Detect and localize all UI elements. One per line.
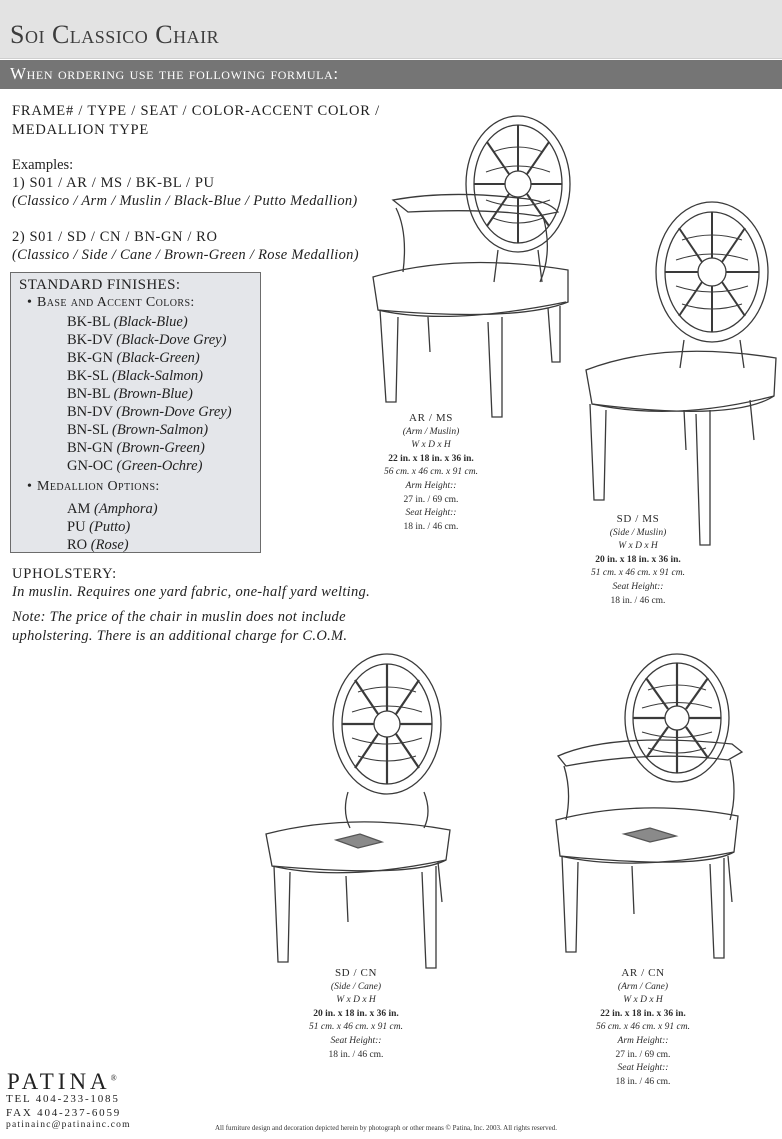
medallion-code: PU <box>67 519 86 535</box>
finishes-title: STANDARD FINISHES: <box>19 277 181 293</box>
upholstery-text: In muslin. Requires one yard fabric, one-half yard welting. <box>12 584 370 600</box>
color-name: (Black-Salmon) <box>111 368 203 384</box>
color-item <box>67 403 232 421</box>
spec-sd-cn <box>276 967 436 1062</box>
color-item <box>67 385 232 403</box>
medallion-item <box>67 500 158 518</box>
color-item <box>67 349 232 367</box>
medallion-item <box>67 536 158 554</box>
color-name: (Brown-Dove Grey) <box>116 404 232 420</box>
color-item <box>67 439 232 457</box>
spec-dims-label: W x D x H <box>336 995 376 1006</box>
order-banner <box>0 60 782 89</box>
spec-inches: 22 in. x 18 in. x 36 in. <box>600 1008 686 1019</box>
color-code: BN-SL <box>67 422 109 438</box>
medallion-name: (Putto) <box>89 519 131 535</box>
contact-email[interactable]: patinainc@patinainc.com <box>6 1120 131 1130</box>
chair-side-cane-illustration <box>262 652 462 972</box>
example-2-block <box>12 228 392 264</box>
spec-desc: (Arm / Muslin) <box>402 426 460 437</box>
color-name: (Brown-Salmon) <box>111 422 209 438</box>
spec-cm: 56 cm. x 46 cm. x 91 cm. <box>384 467 478 478</box>
color-item <box>67 313 232 331</box>
color-code: BK-SL <box>67 368 109 384</box>
color-code: BK-DV <box>67 332 113 348</box>
spec-seat-label: Seat Height:: <box>617 1063 669 1074</box>
color-name: (Black-Blue) <box>113 314 188 330</box>
contact-tel: TEL 404-233-1085 <box>6 1093 120 1105</box>
spec-seat-value: 18 in. / 46 cm. <box>328 1049 384 1060</box>
medallion-list <box>67 500 158 554</box>
spec-cm: 56 cm. x 46 cm. x 91 cm. <box>596 1022 690 1033</box>
example-2-desc: (Classico / Side / Cane / Brown-Green / Rose Medallion) <box>12 247 359 263</box>
examples-label: Examples: <box>12 157 74 173</box>
color-item <box>67 367 232 385</box>
spec-desc: (Side / Muslin) <box>609 527 667 538</box>
color-item <box>67 421 232 439</box>
color-name: (Brown-Blue) <box>113 386 193 402</box>
bullet-icon: • <box>27 479 33 494</box>
spec-code: SD / MS <box>616 513 660 525</box>
medallion-heading <box>27 479 160 495</box>
spec-seat-value: 18 in. / 46 cm. <box>615 1076 671 1087</box>
page-title: Soi Classico Chair <box>10 20 220 49</box>
standard-finishes-box <box>10 272 261 553</box>
spec-ar-cn <box>563 967 723 1089</box>
copyright-footer: All furniture design and decoration depicted herein by photograph or other means © Patina, Inc. 2003. All rights reserved. <box>215 1124 558 1132</box>
example-2-code: 2) S01 / SD / CN / BN-GN / RO <box>12 229 218 245</box>
spec-seat-label: Seat Height:: <box>330 1035 382 1046</box>
spec-desc: (Arm / Cane) <box>617 981 669 992</box>
color-name: (Brown-Green) <box>116 440 205 456</box>
spec-arm-label: Arm Height:: <box>617 1035 669 1046</box>
spec-arm-value: 27 in. / 69 cm. <box>403 494 459 505</box>
spec-dims-label: W x D x H <box>618 541 658 552</box>
color-name: (Black-Green) <box>116 350 200 366</box>
color-name: (Black-Dove Grey) <box>116 332 227 348</box>
color-code: GN-OC <box>67 458 113 474</box>
color-code: BN-GN <box>67 440 113 456</box>
medallion-code: RO <box>67 537 88 553</box>
medallion-heading-text: Medallion Options: <box>37 479 160 494</box>
spec-inches: 20 in. x 18 in. x 36 in. <box>313 1008 399 1019</box>
spec-sd-ms <box>558 513 718 608</box>
spec-seat-label: Seat Height:: <box>612 581 664 592</box>
colors-heading-text: Base and Accent Colors: <box>37 295 195 310</box>
spec-code: SD / CN <box>334 967 378 979</box>
patina-logo <box>7 1069 117 1095</box>
color-code: BN-BL <box>67 386 110 402</box>
upholstery-heading: UPHOLSTERY: <box>12 566 117 582</box>
spec-code: AR / MS <box>409 412 453 424</box>
upholstery-note <box>12 608 392 646</box>
spec-dims-label: W x D x H <box>411 440 451 451</box>
color-item <box>67 331 232 349</box>
bullet-icon: • <box>27 295 33 310</box>
spec-seat-value: 18 in. / 46 cm. <box>610 595 666 606</box>
spec-code: AR / CN <box>621 967 665 979</box>
colors-heading <box>27 295 195 311</box>
color-code: BK-BL <box>67 314 110 330</box>
color-code: BN-DV <box>67 404 113 420</box>
color-item <box>67 457 232 475</box>
medallion-name: (Rose) <box>90 537 129 553</box>
medallion-item <box>67 518 158 536</box>
medallion-code: AM <box>67 501 91 517</box>
chair-arm-muslin-illustration <box>368 112 588 422</box>
chair-arm-cane-illustration <box>552 652 752 972</box>
spec-seat-label: Seat Height:: <box>405 508 457 519</box>
order-formula <box>12 102 392 140</box>
chair-side-muslin-illustration <box>584 200 782 550</box>
color-list <box>67 313 232 475</box>
spec-seat-value: 18 in. / 46 cm. <box>403 521 459 532</box>
color-name: (Green-Ochre) <box>116 458 203 474</box>
spec-desc: (Side / Cane) <box>330 981 382 992</box>
order-banner-text: When ordering use the following formula: <box>10 64 339 83</box>
color-code: BK-GN <box>67 350 113 366</box>
spec-arm-value: 27 in. / 69 cm. <box>615 1049 671 1060</box>
spec-cm: 51 cm. x 46 cm. x 91 cm. <box>309 1022 403 1033</box>
spec-inches: 20 in. x 18 in. x 36 in. <box>595 554 681 565</box>
spec-dims-label: W x D x H <box>623 995 663 1006</box>
spec-cm: 51 cm. x 46 cm. x 91 cm. <box>591 568 685 579</box>
contact-fax: FAX 404-237-6059 <box>6 1107 122 1119</box>
spec-arm-label: Arm Height:: <box>405 480 457 491</box>
registered-mark: ® <box>110 1073 117 1083</box>
examples-block <box>12 156 392 210</box>
note-line-2: upholstering. There is an additional charge for C.O.M. <box>12 628 348 644</box>
formula-line-1: FRAME# / TYPE / SEAT / COLOR-ACCENT COLOR / <box>12 103 380 119</box>
medallion-name: (Amphora) <box>94 501 158 517</box>
spec-ar-ms <box>351 412 511 534</box>
example-1-code: 1) S01 / AR / MS / BK-BL / PU <box>12 175 215 191</box>
formula-line-2: MEDALLION TYPE <box>12 122 149 138</box>
logo-text: PATINA <box>7 1069 111 1094</box>
example-1-desc: (Classico / Arm / Muslin / Black-Blue / Putto Medallion) <box>12 193 358 209</box>
title-bar <box>0 0 782 59</box>
spec-inches: 22 in. x 18 in. x 36 in. <box>388 453 474 464</box>
note-line-1: Note: The price of the chair in muslin does not include <box>12 609 346 625</box>
